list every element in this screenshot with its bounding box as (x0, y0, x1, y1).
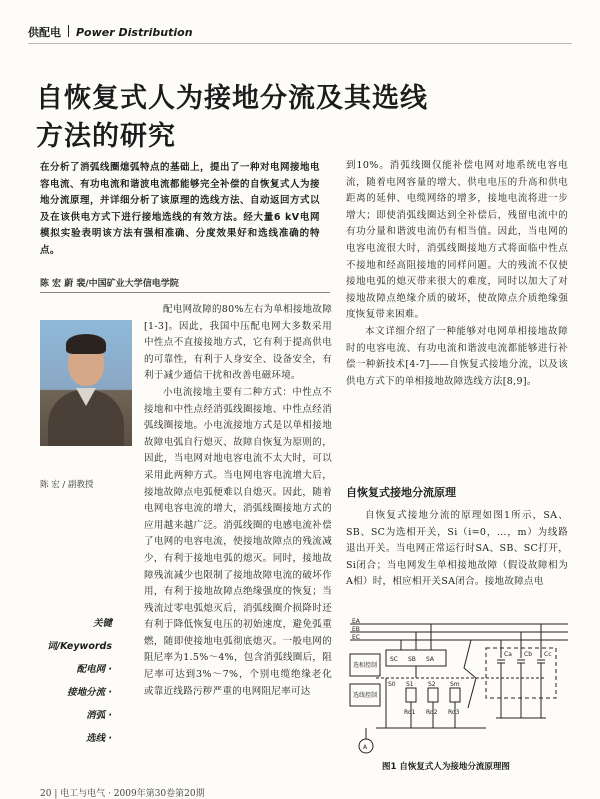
fig-label: EC (352, 634, 360, 641)
header-rule (28, 43, 572, 44)
keywords-heading: 关键词/Keywords (47, 618, 112, 652)
figure-1-circuit (346, 618, 572, 768)
body-paragraph: 自恢复式接地分流的原理如图1所示，SA、SB、SC为选相开关，Si（i=0，…，m）为线路退出开关。当电网正常运行时SA、SB、SC打开，Si闭合；当电网发生单相接地故障（假设故障相为A相）时，相应相开关SA闭合。接地故障点电 (346, 510, 568, 588)
fig-label: EB (352, 626, 360, 633)
section-label-en: Power Distribution (76, 26, 193, 39)
fig-label: Ro3 (448, 709, 460, 716)
fig-label: Ro2 (426, 709, 438, 716)
body-paragraph: 配电网故障的80%左右为单相接地故障[1-3]。因此，我国中压配电网大多数采用中性点不直接接地方式，它有利于提高供电的可靠性，有利于人身安全、设备安全，有利于减少通信干扰和改善电磁环境。 (144, 304, 333, 382)
title-line-2: 方法的研究 (36, 121, 176, 152)
fig-label: S0 (388, 681, 396, 688)
author-line: 陈 宏 蔚 裴/中国矿业大学信电学院 (40, 279, 179, 289)
page-header (28, 24, 193, 40)
keyword: 配电网 · (76, 664, 112, 675)
fig-label: Ca (504, 651, 512, 658)
article-title (36, 80, 456, 156)
keyword: 接地分流 · (67, 687, 112, 698)
fig-label: A (363, 744, 368, 751)
fig-label: 选线控制 (353, 692, 378, 699)
fig-label: SC (390, 656, 398, 663)
author-rule (40, 292, 330, 293)
fig-label: Sm (450, 681, 460, 688)
fig-label: Cc (544, 651, 552, 658)
photo-caption: 陈 宏 / 副教授 (40, 480, 94, 490)
author-photo (40, 320, 132, 446)
body-column-right-lower (346, 508, 568, 591)
body-paragraph: 小电流接地主要有二种方式：中性点不接地和中性点经消弧线圈接地、中性点经消弧线圈接地。小电流接地方式是以单相接地故障电弧自行熄灭、故障自恢复为原则的，因此，当电网对地电容电流不太大时，可以采用此两种方式。当电网电容电流增大后，接地故障点电弧便难以自熄灭。因此，随着电网电容电流的增大，消弧线圈接地方式的应用越来越广泛。消弧线圈的电感电流补偿了电网的电容电流，使接地故障点的残流减少，有利于接地电弧的熄灭。同时，接地故障残流减少也限制了接地故障电流的破坏作用，有利于接地故障点绝缘强度的恢复；当残流过零电弧熄灭后，消弧线圈介损降时还有利于降低恢复电压的初始速度，避免弧重燃，随即使接地电弧彻底熄灭。一般电网的阻尼率为1.5%～4%，包含消弧线圈后，阻尼率可达到3%～7%，个别电缆绝缘老化或靠近线路污秽严重的电网阻尼率可达 (144, 386, 333, 697)
figure-caption: 图1 自恢复式人为接地分流原理图 (382, 762, 510, 772)
title-line-1: 自恢复式人为接地分流及其选线 (36, 83, 428, 114)
fig-label: S2 (428, 681, 436, 688)
fig-label: Ro1 (404, 709, 416, 716)
body-column-right (346, 158, 568, 390)
keyword: 消弧 · (86, 710, 112, 721)
fig-label: EA (352, 618, 360, 625)
body-paragraph: 本文详细介绍了一种能够对电网单相接地故障时的电容电流、有功电流和谐波电流都能够进行补偿一种新技术[4-7]——自恢复式接地分流，以及该供电方式下的单相接地故障选线方法[8,9]。 (346, 325, 568, 387)
fig-label: SA (426, 656, 435, 663)
fig-label: S1 (406, 681, 414, 688)
page-footer: 20 | 电工与电气 · 2009年第30卷第20期 (40, 789, 205, 799)
section-heading: 自恢复式接地分流原理 (346, 486, 456, 499)
section-label-cn: 供配电 (28, 26, 61, 39)
abstract: 在分析了消弧线圈熄弧特点的基础上，提出了一种对电网接地电容电流、有功电流和谐波电流都能够完全补偿的自恢复式人为接地分流原理，并详细分析了该原理的选线方法、自动返回方式以及在该供电方式下进行接地选线的有效方法。经大量6 kV电网模拟实验表明该方法有强相准确、分度效果好和选线准确的特点。 (40, 162, 321, 256)
fig-label: Cb (524, 651, 532, 658)
fig-label: 选相控制 (353, 662, 378, 669)
keywords-block (40, 612, 112, 750)
body-column-left (144, 302, 332, 700)
keyword: 选线 · (86, 733, 112, 744)
fig-label: SB (408, 656, 416, 663)
body-paragraph: 到10%。消弧线圈仅能补偿电网对地系统电容电流，随着电网容量的增大、供电电压的升高和供电距离的延伸、电缆网络的增多，接地电流将进一步增大；即使消弧线圈达到全补偿后，残留电流中的有功分量和谐波电流仍有相当值。因此，当电网的电容电流很大时，消弧线圈接地方式将面临中性点不接地和经高阻接地的同样问题。大的残流不仅使接地电弧的熄灭带来很大的难度，同时以加大了对接地故障点绝缘介质的破坏，使故障点介质绝缘强度恢复带来困难。 (346, 160, 568, 321)
